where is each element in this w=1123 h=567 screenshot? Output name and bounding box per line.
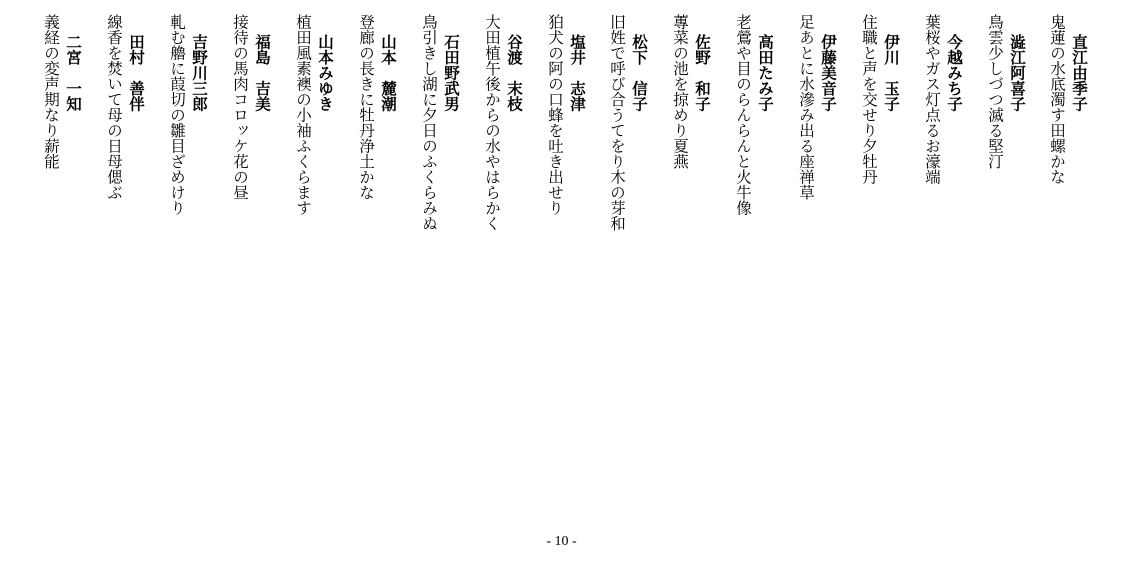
haiku-text: 老鶯や目のらんらんと火牛像 xyxy=(734,14,752,216)
author-name: 今越みち子 xyxy=(945,34,964,112)
author-name: 吉野川三郎 xyxy=(190,34,209,112)
haiku-text: 登廊の長きに牡丹浄土かな xyxy=(357,14,375,200)
page-number: - 10 - xyxy=(546,534,577,549)
haiku-text: 接待の馬肉コロッケ花の昼 xyxy=(231,14,249,200)
haiku-text: 線香を焚いて母の日母偲ぶ xyxy=(105,14,123,200)
author-name: 伊藤美音子 xyxy=(819,34,838,112)
author-name: 谷渡 末枝 xyxy=(505,34,524,112)
author-name: 澁江阿喜子 xyxy=(1008,34,1027,112)
author-name: 塩井 志津 xyxy=(568,34,587,112)
haiku-text: 蓴菜の池を掠めり夏燕 xyxy=(671,14,689,169)
haiku-text: 住職と声を交せり夕牡丹 xyxy=(860,14,878,185)
author-name: 松下 信子 xyxy=(630,34,649,112)
author-name: 福島 吉美 xyxy=(253,34,272,112)
haiku-text: 植田風素襖の小袖ふくらます xyxy=(294,14,312,216)
author-name: 山本みゆき xyxy=(316,34,335,112)
author-name: 伊川 玉子 xyxy=(882,34,901,112)
author-name: 田村 善伴 xyxy=(127,34,146,112)
haiku-text: 義経の変声期なり薪能 xyxy=(42,14,60,169)
haiku-text: 足あとに水滲み出る座禅草 xyxy=(797,14,815,200)
haiku-text: 鳥雲少しづつ滅る堅汀 xyxy=(986,14,1004,169)
author-name: 石田野武男 xyxy=(442,34,461,112)
haiku-text: 旧姓で呼び合うてをり木の芽和 xyxy=(608,14,626,231)
author-name: 二宮 一知 xyxy=(64,34,83,112)
haiku-text: 鳥引きし湖に夕日のふくらみぬ xyxy=(420,14,438,231)
haiku-text: 鬼蓮の水底濁す田螺かな xyxy=(1048,14,1066,185)
author-name: 山本 麓潮 xyxy=(379,34,398,112)
author-name: 直江由季子 xyxy=(1070,34,1089,112)
haiku-text: 軋む艪に葭切の雛目ざめけり xyxy=(168,14,186,216)
author-name: 佐野 和子 xyxy=(693,34,712,112)
author-name: 高田たみ子 xyxy=(756,34,775,112)
haiku-text: 葉桜やガス灯点るお濠端 xyxy=(923,14,941,185)
haiku-text: 狛犬の阿の口蜂を吐き出せり xyxy=(546,14,564,216)
haiku-text: 大田植午後からの水やはらかく xyxy=(483,14,501,231)
